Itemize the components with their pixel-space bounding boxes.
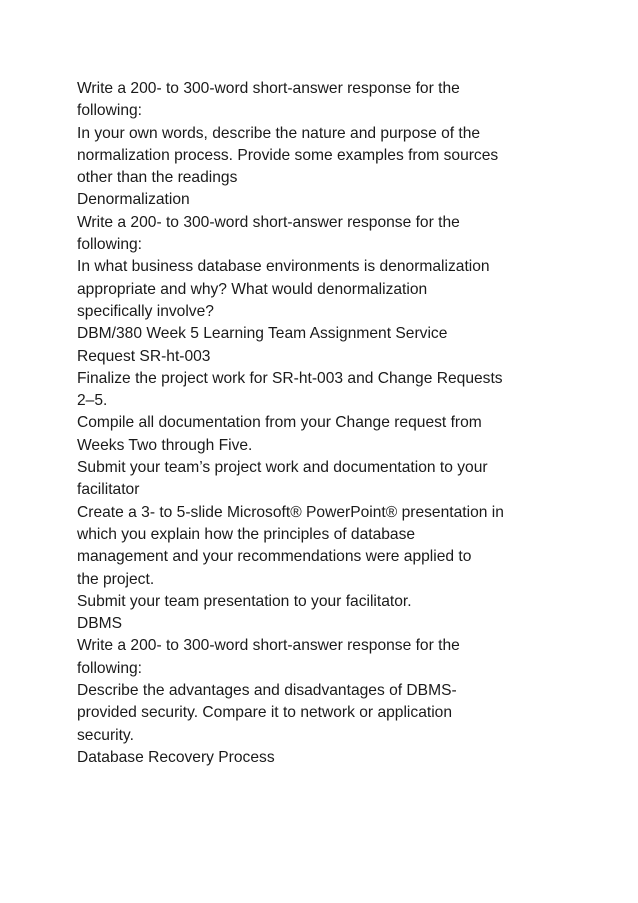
text-line: which you explain how the principles of database bbox=[77, 525, 416, 543]
text-line: 2–5. bbox=[77, 392, 108, 410]
text-line: following: bbox=[77, 236, 143, 254]
text-line: Create a 3- to 5-slide Microsoft® PowerPoint® presentation in bbox=[77, 503, 504, 521]
text-line: appropriate and why? What would denormalization bbox=[77, 280, 428, 298]
text-line: Write a 200- to 300-word short-answer response for the bbox=[77, 80, 460, 97]
text-line: other than the readings bbox=[77, 169, 238, 187]
text-line: Write a 200- to 300-word short-answer response for the bbox=[77, 213, 460, 231]
text-line: Write a 200- to 300-word short-answer response for the bbox=[77, 637, 460, 655]
text-line: management and your recommendations were applied to bbox=[77, 548, 472, 566]
section-heading: Denormalization bbox=[77, 191, 190, 209]
text-line: specifically involve? bbox=[77, 302, 214, 320]
section-heading: Database Recovery Process bbox=[77, 748, 275, 766]
text-line: Compile all documentation from your Change request from bbox=[77, 414, 482, 432]
section-heading: Request SR-ht-003 bbox=[77, 347, 211, 365]
text-line: provided security. Compare it to network or application bbox=[77, 704, 453, 722]
text-line: following: bbox=[77, 659, 143, 677]
text-line: normalization process. Provide some examples from sources bbox=[77, 146, 499, 164]
text-line: Finalize the project work for SR-ht-003 and Change Requests bbox=[77, 369, 503, 387]
text-line: Submit your team presentation to your facilitator. bbox=[77, 592, 412, 610]
text-line: Submit your team’s project work and documentation to your bbox=[77, 459, 488, 477]
document-body bbox=[77, 78, 577, 769]
section-heading: DBM/380 Week 5 Learning Team Assignment Service bbox=[77, 325, 448, 343]
text-line: the project. bbox=[77, 570, 155, 588]
text-line: Describe the advantages and disadvantages of DBMS- bbox=[77, 682, 457, 700]
text-line: security. bbox=[77, 726, 134, 744]
text-line: facilitator bbox=[77, 481, 140, 499]
section-heading: DBMS bbox=[77, 615, 123, 633]
text-line: following: bbox=[77, 102, 143, 120]
text-line: Weeks Two through Five. bbox=[77, 436, 253, 454]
text-line: In what business database environments is denormalization bbox=[77, 258, 490, 276]
text-line: In your own words, describe the nature and purpose of the bbox=[77, 124, 481, 142]
